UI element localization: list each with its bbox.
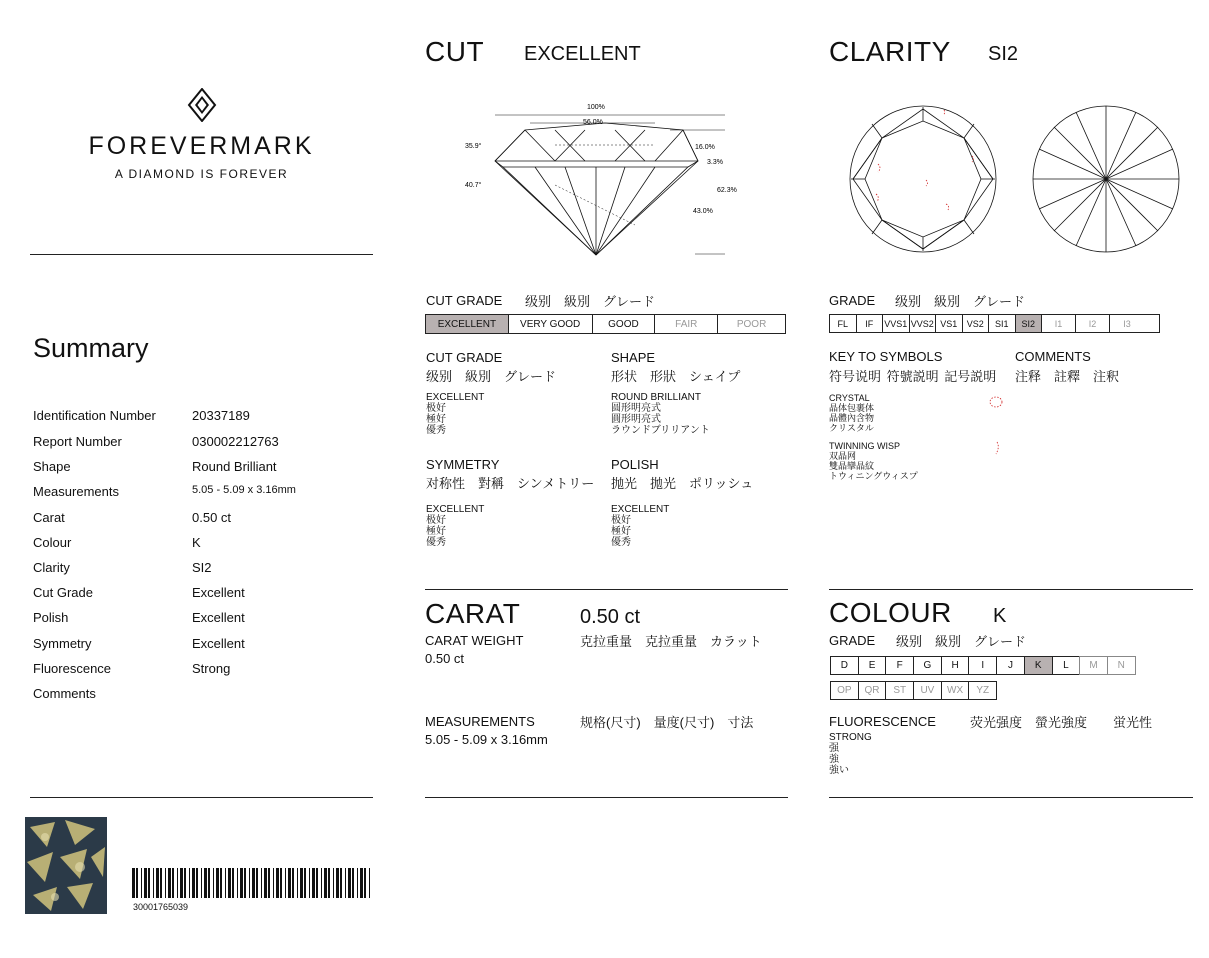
brand-name: FOREVERMARK (88, 132, 315, 160)
cut-grade-cell: FAIR (655, 315, 718, 333)
barcode-bar (252, 868, 255, 898)
value-line: 極好 (611, 526, 631, 537)
diagram-pavilion-angle: 40.7° (465, 182, 482, 189)
barcode-bar (232, 868, 234, 898)
colour-grade-cell: L (1052, 656, 1081, 675)
barcode-bar (160, 868, 162, 898)
barcode-bar (304, 868, 306, 898)
barcode-bar (321, 868, 322, 898)
barcode-number: 30001765039 (133, 902, 189, 912)
colour-grade-cell: D (830, 656, 859, 675)
diagram-crown-height: 16.0% (695, 144, 715, 151)
barcode-bar (204, 868, 207, 898)
barcode-bar (172, 868, 174, 898)
cut-grade-cell: POOR (736, 318, 767, 330)
colour-grade-jp: 级别 級別 グレード (896, 634, 1027, 649)
barcode-bar (184, 868, 186, 898)
cut-grade-cell: EXCELLENT (426, 315, 509, 333)
barcode-bar (240, 868, 243, 898)
value-line: 圆形明亮式 (611, 403, 661, 414)
logo-area (30, 88, 373, 181)
colour-grade-label: GRADE (829, 633, 876, 648)
fluorescence-label: FLUORESCENCE (829, 714, 936, 729)
clarity-grade-cell: IF (857, 315, 884, 332)
cut-grade-title: CUT GRADE (426, 350, 503, 365)
clarity-plot-pavilion (1031, 104, 1181, 254)
divider (425, 797, 788, 798)
barcode-bar (333, 868, 334, 898)
barcode-bar (273, 868, 274, 898)
colour-grade-cell: E (858, 656, 887, 675)
barcode (132, 868, 372, 898)
barcode-bar (180, 868, 183, 898)
barcode-bar (280, 868, 282, 898)
summary-label: Carat (33, 510, 65, 525)
barcode-bar (153, 868, 154, 898)
barcode-bar (168, 868, 171, 898)
summary-label: Polish (33, 610, 69, 625)
polish-value (611, 504, 669, 548)
colour-grade-cell: I (968, 656, 997, 675)
summary-label: Fluorescence (33, 661, 112, 676)
barcode-bar (292, 868, 294, 898)
summary-value: Excellent (192, 585, 245, 600)
clarity-grade-cell: VS2 (963, 315, 990, 332)
value-line: 優秀 (426, 537, 446, 548)
summary-label: Cut Grade (33, 585, 93, 600)
colour-grade-cell: QR (858, 681, 887, 700)
shape-jp: 形状 形狀 シェイプ (611, 369, 741, 384)
summary-value: Excellent (192, 636, 245, 651)
clarity-grade-cell: VVS2 (910, 315, 937, 332)
barcode-bar (228, 868, 231, 898)
carat-weight-value: 0.50 ct (425, 651, 465, 666)
barcode-bar (324, 868, 327, 898)
divider (425, 589, 788, 590)
barcode-bar (288, 868, 291, 898)
clarity-plot-crown (848, 104, 998, 254)
summary-title: Summary (33, 333, 149, 363)
value-line: 晶体包裹体 (829, 403, 875, 413)
value-line: 强 (829, 743, 839, 754)
barcode-bar (357, 868, 358, 898)
value-line: 极好 (426, 403, 446, 414)
polish-jp: 抛光 拋光 ポリッシュ (611, 476, 754, 491)
barcode-bar (220, 868, 222, 898)
barcode-bar (201, 868, 202, 898)
diagram-girdle: 3.3% (707, 159, 723, 166)
barcode-bar (297, 868, 298, 898)
barcode-bar (348, 868, 351, 898)
diagram-depth: 62.3% (717, 187, 737, 194)
colour-value: K (993, 605, 1007, 627)
polish-title: POLISH (611, 457, 659, 472)
clarity-grade-cell: I3 (1123, 318, 1131, 329)
value-line: 晶體內含物 (829, 413, 875, 423)
barcode-bar (256, 868, 258, 898)
barcode-bar (216, 868, 219, 898)
diamond-logo-icon (187, 88, 217, 122)
barcode-bar (285, 868, 286, 898)
carat-value: 0.50 ct (580, 606, 641, 628)
value-line: 极好 (611, 515, 631, 526)
barcode-bar (249, 868, 250, 898)
barcode-bar (360, 868, 363, 898)
fluorescence-value (829, 732, 872, 776)
clarity-grade-cell: VS1 (936, 315, 963, 332)
value-line: EXCELLENT (426, 504, 485, 515)
barcode-bar (244, 868, 246, 898)
summary-value: SI2 (192, 560, 212, 575)
value-line: EXCELLENT (426, 392, 485, 403)
cut-value: EXCELLENT (524, 43, 641, 65)
barcode-bar (312, 868, 315, 898)
barcode-bar (336, 868, 339, 898)
barcode-bar (268, 868, 270, 898)
summary-label: Symmetry (33, 636, 92, 651)
cut-grade-cell: VERY GOOD (509, 315, 593, 333)
colour-grade-cell: UV (913, 681, 942, 700)
clarity-grade-scale (829, 314, 1160, 333)
symbol-twinning-wisp (829, 441, 918, 481)
clarity-grade-cell: SI2 (1016, 315, 1043, 332)
summary-value: 5.05 - 5.09 x 3.16mm (192, 484, 296, 496)
barcode-bar (309, 868, 310, 898)
value-line: 強い (829, 765, 849, 776)
cut-grade-scale (425, 314, 786, 334)
barcode-bar (300, 868, 303, 898)
barcode-bar (345, 868, 346, 898)
clarity-value: SI2 (988, 43, 1019, 65)
value-line: 極好 (426, 414, 446, 425)
barcode-bar (132, 868, 135, 898)
cut-grade-label: CUT GRADE (426, 293, 503, 308)
shape-value (611, 392, 710, 436)
colour-grade-cell: OP (830, 681, 859, 700)
summary-label: Clarity (33, 560, 70, 575)
value-line: ROUND BRILLIANT (611, 392, 702, 403)
colour-grade-cell: G (913, 656, 942, 675)
summary-label: Shape (33, 459, 71, 474)
shape-title: SHAPE (611, 350, 656, 365)
barcode-bar (141, 868, 142, 898)
diagram-table: 56.0% (583, 119, 603, 126)
barcode-bar (276, 868, 279, 898)
cut-grade-cell: GOOD (593, 315, 656, 333)
barcode-bar (213, 868, 214, 898)
cut-grade-title-jp: 级别 級別 グレード (426, 369, 557, 384)
clarity-heading: CLARITY (829, 36, 951, 67)
proportions-diagram (455, 95, 755, 265)
value-line: 雙晶攣晶紋 (829, 461, 875, 471)
summary-value: K (192, 535, 201, 550)
symmetry-jp: 对称性 對稱 シンメトリー (426, 476, 595, 491)
colour-grade-cell: YZ (968, 681, 997, 700)
colour-heading: COLOUR (829, 597, 952, 628)
cut-grade-jp: 级别 級別 グレード (525, 294, 656, 309)
summary-label: Measurements (33, 484, 119, 499)
value-line: 優秀 (611, 537, 631, 548)
measurements-value: 5.05 - 5.09 x 3.16mm (425, 732, 548, 747)
colour-grade-cell: F (885, 656, 914, 675)
twinning-wisp-symbol-icon (991, 440, 1003, 456)
divider (30, 254, 373, 255)
barcode-bar (316, 868, 318, 898)
clarity-grade-label: GRADE (829, 293, 876, 308)
summary-value: Excellent (192, 610, 245, 625)
diagram-total: 100% (587, 104, 605, 111)
barcode-bar (156, 868, 159, 898)
colour-grade-cell: J (996, 656, 1025, 675)
clarity-grade-cell: SI1 (989, 315, 1016, 332)
barcode-bar (177, 868, 178, 898)
barcode-bar (208, 868, 210, 898)
value-line: 強 (829, 754, 839, 765)
measurements-jp: 规格(尺寸) 量度(尺寸) 寸法 (580, 715, 754, 730)
barcode-bar (165, 868, 166, 898)
clarity-grade-cell: FL (830, 315, 857, 332)
value-line: STRONG (829, 732, 872, 743)
colour-grade-cell: N (1107, 656, 1136, 675)
value-line: 极好 (426, 515, 446, 526)
brand-tagline: A DIAMOND IS FOREVER (114, 167, 289, 181)
barcode-bar (369, 868, 370, 898)
value-line: 優秀 (426, 425, 446, 436)
value-line: EXCELLENT (611, 504, 670, 515)
symmetry-title: SYMMETRY (426, 457, 500, 472)
value-line: TWINNING WISP (829, 441, 900, 451)
colour-scale-row1 (830, 656, 1135, 675)
value-line: 双晶网 (829, 451, 857, 461)
barcode-bar (192, 868, 195, 898)
colour-grade-cell: ST (885, 681, 914, 700)
barcode-bar (189, 868, 190, 898)
carat-weight-jp: 克拉重量 克拉重量 カラット (580, 634, 762, 649)
clarity-grade-cell: I2 (1076, 315, 1110, 332)
symmetry-value (426, 504, 484, 548)
barcode-bar (136, 868, 138, 898)
barcode-bar (340, 868, 342, 898)
diagram-pavilion-depth: 43.0% (693, 208, 713, 215)
summary-value: Strong (192, 661, 231, 676)
barcode-bar (144, 868, 147, 898)
carat-weight-label: CARAT WEIGHT (425, 633, 524, 648)
value-line: トウィニングウィスプ (829, 471, 918, 481)
summary-label: Comments (33, 686, 96, 701)
diagram-crown-angle: 35.9° (465, 143, 482, 150)
summary-value: 20337189 (192, 408, 250, 423)
colour-scale-row2 (830, 681, 996, 700)
summary-label: Report Number (33, 434, 122, 449)
summary-value: 030002212763 (192, 434, 279, 449)
comments-jp: 注释 註釋 注釈 (1015, 369, 1120, 384)
colour-grade-cell: H (941, 656, 970, 675)
crystal-symbol-icon (988, 395, 1004, 409)
barcode-bar (148, 868, 150, 898)
cut-grade-value (426, 392, 484, 436)
barcode-bar (225, 868, 226, 898)
value-line: 圓形明亮式 (611, 414, 661, 425)
fluorescence-jp: 荧光强度 螢光強度 蛍光性 (970, 715, 1153, 730)
clarity-grade-cell: I1 (1042, 315, 1076, 332)
barcode-bar (364, 868, 366, 898)
measurements-label: MEASUREMENTS (425, 714, 535, 729)
clarity-grade-cell: VVS1 (883, 315, 910, 332)
colour-grade-cell: K (1024, 656, 1053, 675)
cut-heading: CUT (425, 36, 485, 67)
symbol-crystal (829, 393, 874, 433)
barcode-bar (328, 868, 330, 898)
barcode-bar (264, 868, 267, 898)
colour-grade-cell: M (1079, 656, 1108, 675)
key-to-symbols-jp: 符号说明 符號説明 記号説明 (829, 369, 997, 384)
barcode-bar (237, 868, 238, 898)
summary-label: Colour (33, 535, 72, 550)
barcode-bar (261, 868, 262, 898)
value-line: CRYSTAL (829, 393, 870, 403)
divider (30, 797, 373, 798)
divider (829, 589, 1193, 590)
colour-grade-cell: WX (941, 681, 970, 700)
clarity-grade-jp: 级别 級別 グレード (895, 294, 1026, 309)
barcode-bar (196, 868, 198, 898)
summary-value: Round Brilliant (192, 459, 277, 474)
barcode-bar (352, 868, 354, 898)
forevermark-inscription-image (25, 817, 107, 914)
summary-value: 0.50 ct (192, 510, 232, 525)
value-line: クリスタル (829, 423, 874, 433)
value-line: ラウンドブリリアント (611, 425, 710, 436)
carat-heading: CARAT (425, 598, 521, 629)
comments-title: COMMENTS (1015, 349, 1091, 364)
value-line: 極好 (426, 526, 446, 537)
summary-label: Identification Number (33, 408, 156, 423)
divider (829, 797, 1193, 798)
key-to-symbols-title: KEY TO SYMBOLS (829, 349, 943, 364)
